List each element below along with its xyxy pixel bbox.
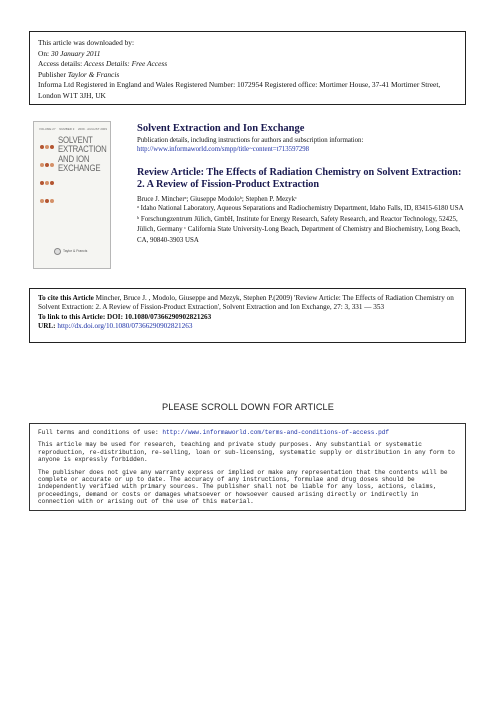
journal-cover-image: [33, 121, 111, 269]
cite-label: To cite this Article: [38, 294, 94, 302]
download-date-line: [38, 49, 457, 60]
publication-details: Publication details, including instructions for authors and subscription information: http://www.informaworld.com/smpp/title~content=t713597298: [137, 137, 364, 153]
scroll-down-notice: PLEASE SCROLL DOWN FOR ARTICLE: [162, 402, 334, 412]
full-terms-line: [38, 429, 457, 436]
on-label: On:: [38, 48, 51, 58]
journal-info: [137, 123, 467, 246]
url-line: [38, 322, 457, 331]
full-terms-label: Full terms and conditions of use:: [38, 429, 163, 436]
publisher-logo: [54, 245, 94, 257]
cover-volume: VOLUME 27: [39, 127, 56, 131]
url-label: URL:: [38, 321, 58, 330]
terms-paragraph-1: This article may be used for research, teaching and private study purposes. Any substantial or systematic reproduction, re-distribution, re-selling, loan or sub-licensing, systematic supply or distribution in any form to anyone is expressly forbidden.: [38, 441, 455, 464]
downloaded-by-text: This article was downloaded by:: [38, 38, 135, 47]
journal-url-link[interactable]: http://www.informaworld.com/smpp/title~content=t713597298: [137, 145, 310, 153]
access-details-line: [38, 59, 457, 70]
journal-title: Solvent Extraction and Ion Exchange: [137, 123, 305, 134]
publisher-label: Publisher: [38, 69, 68, 79]
registration-text: Informa Ltd Registered in England and Wales Registered Number: 1072954 Registered office: Mortimer House, 37-41 Mortimer Street, London W1T 3JH, UK: [38, 80, 441, 100]
terms-url-link[interactable]: http://www.informaworld.com/terms-and-conditions-of-access.pdf: [162, 429, 390, 436]
author-affiliations: ᵃ Idaho National Laboratory, Aqueous Separations and Radiochemistry Department, Idaho Falls, ID, 83415-6180 USA ᵇ Forschungzentrum Jülich, GmbH, Institute for Energy Research, Safety Research, and Reactor Technology, 52425, Jülich, Germany ᶜ California State University-Long Beach, Department of Chemistry and Biochemistry, Long Beach, CA, 90840-3903 USA: [137, 205, 464, 244]
access-value: Access Details: Free Access: [83, 59, 168, 69]
article-title: Review Article: The Effects of Radiation Chemistry on Solvent Extraction: 2. A Review of Fission-Product Extraction: [137, 167, 462, 191]
download-date: 30 January 2011: [50, 48, 101, 58]
cover-header-strip: [39, 127, 107, 134]
access-label: Access details:: [38, 59, 84, 69]
citation-box: [29, 288, 466, 343]
terms-paragraph-2: The publisher does not give any warranty express or implied or make any representation that the contents will be complete or accurate or up to date. The accuracy of any instructions, formulae and drug doses should be independently verified with primary sources. The publisher shall not be liable for any loss, actions, claims, proceedings, demand or costs or damages whatsoever or howsoever caused arising directly or indirectly in connection with or arising out of the use of this material.: [38, 468, 448, 506]
article-authors: Bruce J. Mincherᵃ; Giuseppe Modoloᵇ; Stephen P. Mezykᶜ: [137, 195, 297, 203]
publisher-logo-text: Taylor & Francis: [63, 249, 88, 253]
cover-dot-pattern: [40, 137, 58, 209]
cover-dates: 2009 · AUGUST 2009: [78, 127, 107, 131]
publisher-logo-icon: [54, 248, 61, 255]
cite-this-article: [38, 294, 457, 313]
cover-title: SOLVENT EXTRACTION AND ION EXCHANGE: [58, 135, 107, 175]
cite-text: Mincher, Bruce J. , Modolo, Giuseppe and Mezyk, Stephen P.(2009) 'Review Article: The Effects of Radiation Chemistry on Solvent Extraction: 2. A Review of Fission-Product Extraction', Solvent Extraction and Ion Exchange, 27: 3, 331 — 353: [38, 294, 454, 312]
publisher-value: Taylor & Francis: [67, 69, 120, 79]
download-info-box: [29, 31, 466, 105]
doi-line: To link to this Article: DOI: 10.1080/07366290902821263: [38, 312, 212, 321]
publisher-line: [38, 70, 457, 81]
terms-box: [29, 423, 466, 511]
doi-url-link[interactable]: http://dx.doi.org/10.1080/07366290902821263: [57, 321, 193, 330]
cover-number: NUMBER 3: [59, 127, 75, 131]
